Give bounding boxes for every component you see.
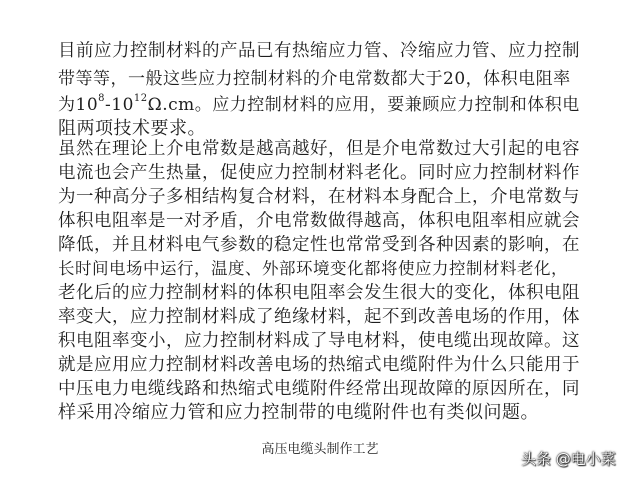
paragraph-2-line-2: 电流也会产生热量，促使应力控制材料老化。同时应力控制材料作: [58, 163, 580, 183]
paragraph-2-line-6: 长时间电场中运行，温度、外部环境变化都将使应力控制材料老化，: [58, 259, 568, 278]
paragraph-1-line-2: 带等等，一般这些应力控制材料的介电常数都大于20，体积电阻率: [58, 69, 571, 89]
paragraph-2-line-12: 样采用冷缩应力管和应力控制带的电缆附件也有类似问题。: [58, 402, 539, 423]
paragraph-2-line-7: 老化后的应力控制材料的体积电阻率会发生很大的变化，体积电阻: [58, 283, 580, 303]
figure-caption: 高压电缆头制作工艺: [261, 442, 379, 457]
resistivity-prefix: 为10: [58, 95, 99, 115]
paragraph-2-line-1: 虽然在理论上介电常数是越高越好，但是介电常数过大引起的电容: [58, 139, 580, 159]
resistivity-exponent-high: 12: [133, 93, 148, 105]
paragraph-2-line-10: 就是应用应力控制材料改善电场的热缩式电缆附件为什么只能用于: [58, 355, 580, 375]
resistivity-suffix: Ω.cm。应力控制材料的应用，要兼顾应力控制和体积电: [147, 95, 580, 115]
resistivity-exponent-low: 8: [98, 93, 106, 105]
paragraph-2-line-11: 中压电力电缆线路和热缩式电缆附件经常出现故障的原因所在，同: [58, 379, 580, 399]
paragraph-1-line-3: [58, 94, 580, 116]
paragraph-2-line-9: 积电阻率变小，应力控制材料成了导电材料，使电缆出现故障。这: [58, 331, 580, 351]
paragraph-2-line-3: 为一种高分子多相结构复合材料，在材料本身配合上，介电常数与: [58, 187, 580, 207]
resistivity-mid: -10: [105, 95, 134, 115]
paragraph-2-line-8: 率变大，应力控制材料成了绝缘材料，起不到改善电场的作用，体: [58, 307, 580, 327]
watermark-logo: 头条 @电小菜: [521, 450, 616, 468]
paragraph-2-line-5: 降低，并且材料电气参数的稳定性也常常受到各种因素的影响，在: [58, 235, 580, 255]
paragraph-1-line-1: 目前应力控制材料的产品已有热缩应力管、冷缩应力管、应力控制: [58, 41, 580, 61]
paragraph-2-line-4: 体积电阻率是一对矛盾，介电常数做得越高，体积电阻率相应就会: [58, 211, 580, 231]
paragraph-1-line-4: 阻两项技术要求。: [58, 118, 206, 139]
